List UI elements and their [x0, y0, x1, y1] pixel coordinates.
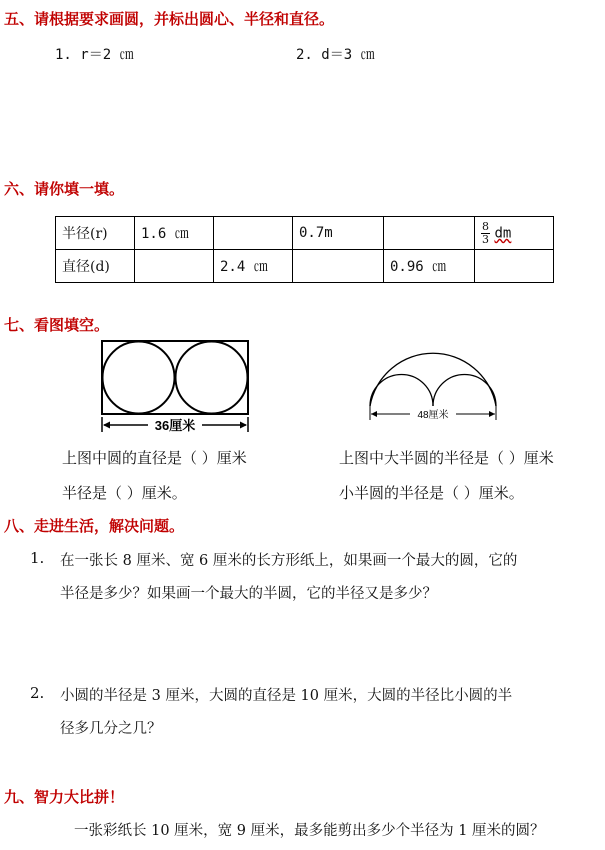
problem-8-1-number: 1. [30, 549, 45, 567]
problem-8-2-line-2: 径多几分之几？ [60, 721, 162, 737]
dimension-label-36: 36厘米 [154, 418, 196, 433]
table-cell-fraction [475, 217, 554, 250]
table-cell[interactable] [214, 217, 293, 250]
table-cell[interactable] [384, 217, 475, 250]
small-semicircle-left [370, 375, 433, 407]
section-8-title: 八、走进生活，解决问题。 [4, 517, 185, 535]
problem-5-2: 2. d＝3 ㎝ [296, 47, 375, 63]
table-cell: 1.6 ㎝ [135, 217, 214, 250]
semicircles-figure [360, 338, 510, 428]
problem-8-2-number: 2. [30, 684, 45, 702]
row-label-radius: 半径(r) [56, 217, 135, 250]
table-cell: 0.7m [293, 217, 384, 250]
dimension-label-48: 48厘米 [417, 410, 449, 421]
fill-blank-right-1: 上图中大半圆的半径是（ ）厘米 [339, 449, 554, 467]
small-semicircle-right [433, 375, 496, 407]
section-5-title: 五、请根据要求画圆，并标出圆心、半径和直径。 [4, 10, 335, 28]
right-circle [176, 342, 248, 414]
table-cell[interactable] [475, 250, 554, 283]
section-6-title: 六、请你填一填。 [4, 180, 125, 198]
fraction-unit: dm [494, 225, 512, 241]
table-cell[interactable] [293, 250, 384, 283]
fill-blank-left-2: 半径是（ ）厘米。 [62, 484, 187, 502]
problem-5-1: 1. r＝2 ㎝ [55, 47, 134, 63]
fraction-numerator: 8 [482, 219, 489, 233]
two-circles-rectangle-figure [96, 338, 256, 438]
table-cell: 0.96 ㎝ [384, 250, 475, 283]
fill-blank-right-2: 小半圆的半径是（ ）厘米。 [339, 484, 524, 502]
problem-9-text: 一张彩纸长 10 厘米，宽 9 厘米，最多能剪出多少个半径为 1 厘米的圆？ [74, 823, 545, 839]
left-circle [103, 342, 175, 414]
problem-8-2-line-1: 小圆的半径是 3 厘米，大圆的直径是 10 厘米，大圆的半径比小圆的半 [60, 688, 513, 704]
section-7-title: 七、看图填空。 [4, 316, 110, 334]
problem-8-1-line-1: 在一张长 8 厘米、宽 6 厘米的长方形纸上，如果画一个最大的圆，它的 [60, 553, 518, 569]
table-cell[interactable] [135, 250, 214, 283]
row-label-diameter: 直径(d) [56, 250, 135, 283]
section-9-title: 九、智力大比拼！ [4, 788, 125, 806]
table-row [56, 217, 554, 250]
radius-diameter-table [55, 216, 554, 283]
table-cell: 2.4 ㎝ [214, 250, 293, 283]
fill-blank-left-1: 上图中圆的直径是（ ）厘米 [62, 449, 247, 467]
problem-8-1-line-2: 半径是多少？如果画一个最大的半圆，它的半径又是多少？ [60, 586, 437, 602]
fraction [481, 221, 490, 246]
large-semicircle [370, 353, 496, 406]
fraction-denominator: 3 [482, 232, 489, 246]
table-row [56, 250, 554, 283]
